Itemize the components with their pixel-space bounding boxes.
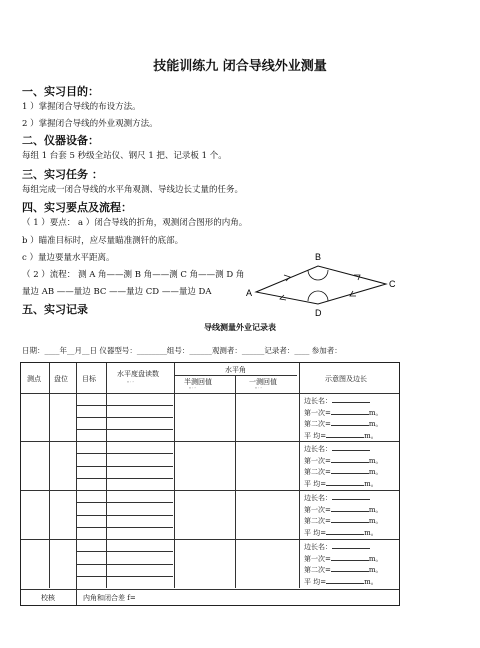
header-horizontal-angle: 水平角 (225, 366, 246, 374)
footer-col-line (76, 588, 77, 605)
col-line (76, 363, 77, 588)
group-line (21, 441, 399, 442)
procedure-item-5: 量边 AB ——量边 BC ——量边 CD ——量边 DA (22, 287, 212, 297)
header-bottom-line (21, 393, 399, 394)
col-line (174, 363, 175, 588)
inner-line (76, 453, 173, 454)
header-horizontal-reading: 水平度盘读数 (117, 370, 159, 378)
equipment-text: 每组 1 台套 5 秒级全站仪、钢尺 1 把、记录板 1 个。 (22, 151, 227, 161)
side-length-block-2: 边长名： 第一次= m。 第二次= m。 平 均= m。 (304, 445, 383, 488)
vertex-label-c: C (389, 279, 396, 289)
col-line (299, 363, 300, 588)
side-length-block-3: 边长名： 第一次= m。 第二次= m。 平 均= m。 (304, 494, 383, 537)
procedure-item-4: （ 2 ）流程： 测 A 角——测 B 角——测 C 角——测 D 角 (22, 270, 245, 280)
footer-check-label: 校核 (41, 594, 55, 602)
record-table (20, 362, 400, 606)
header-sketch: 示意图及边长 (325, 375, 367, 383)
header-station: 测点 (27, 375, 41, 383)
section-heading-procedure: 四、实习要点及流程： (22, 201, 132, 214)
task-text: 每组完成一闭合导线的水平角观测、导线边长丈量的任务。 (22, 185, 244, 195)
dms-units: ° ′ ″ (189, 386, 196, 391)
inner-line (76, 466, 173, 467)
traverse-polygon (256, 266, 386, 304)
inner-line (76, 478, 173, 479)
group-line (21, 539, 399, 540)
group-line (21, 490, 399, 491)
header-face: 盘位 (54, 375, 68, 383)
inner-line (76, 551, 173, 552)
footer-line (21, 589, 399, 590)
angle-arc-b (308, 270, 328, 280)
procedure-item-3: c ）量边要量水平距离。 (22, 253, 115, 263)
purpose-item-1: 1 ）掌握闭合导线的布设方法。 (22, 102, 141, 112)
side-length-block-1: 边长名： 第一次= m。 第二次= m。 平 均= m。 (304, 397, 383, 440)
table-caption: 导线测量外业记录表 (204, 322, 276, 332)
footer-closure-text: 内角和闭合差 f= (83, 594, 136, 602)
dms-units: ° ′ ″ (127, 380, 134, 385)
inner-line (76, 515, 173, 516)
section-heading-equipment: 二、仪器设备： (22, 134, 99, 147)
traverse-diagram (244, 250, 404, 320)
header-one-round: 一测回值 (249, 378, 277, 386)
inner-line (76, 417, 173, 418)
inner-line (76, 527, 173, 528)
inner-line (76, 564, 173, 565)
procedure-item-2: b ）瞄准目标时，应尽量瞄准测钎的底部。 (22, 236, 184, 246)
section-heading-task: 三、实习任务 ： (22, 168, 103, 181)
col-line (235, 375, 236, 588)
header-half-round: 半测回值 (184, 378, 212, 386)
inner-line (76, 502, 173, 503)
side-length-block-4: 边长名： 第一次= m。 第二次= m。 平 均= m。 (304, 543, 383, 586)
col-line (49, 363, 50, 588)
header-split-line (174, 375, 297, 376)
inner-line (76, 405, 173, 406)
vertex-label-a: A (246, 288, 253, 298)
page-title: 技能训练九 闭合导线外业测量 (153, 59, 327, 74)
record-meta-line: 日期：____年__月__日 仪器型号：________组号：______观测者：______记录者：____ 参加者： (22, 346, 342, 355)
section-heading-record: 五、实习记录 (22, 303, 88, 316)
inner-line (76, 576, 173, 577)
vertex-label-b: B (315, 252, 322, 262)
procedure-item-1: （ 1 ）要点： a ）闭合导线的折角，观测闭合图形的内角。 (22, 218, 248, 228)
section-heading-purpose: 一、实习目的： (22, 85, 99, 98)
inner-line (76, 429, 173, 430)
angle-arc-d (308, 291, 328, 301)
vertex-label-d: D (315, 308, 322, 318)
purpose-item-2: 2 ）掌握闭合导线的外业观测方法。 (22, 119, 158, 129)
dms-units: ° ′ ″ (255, 386, 262, 391)
header-target: 目标 (82, 375, 96, 383)
col-line (106, 363, 107, 588)
